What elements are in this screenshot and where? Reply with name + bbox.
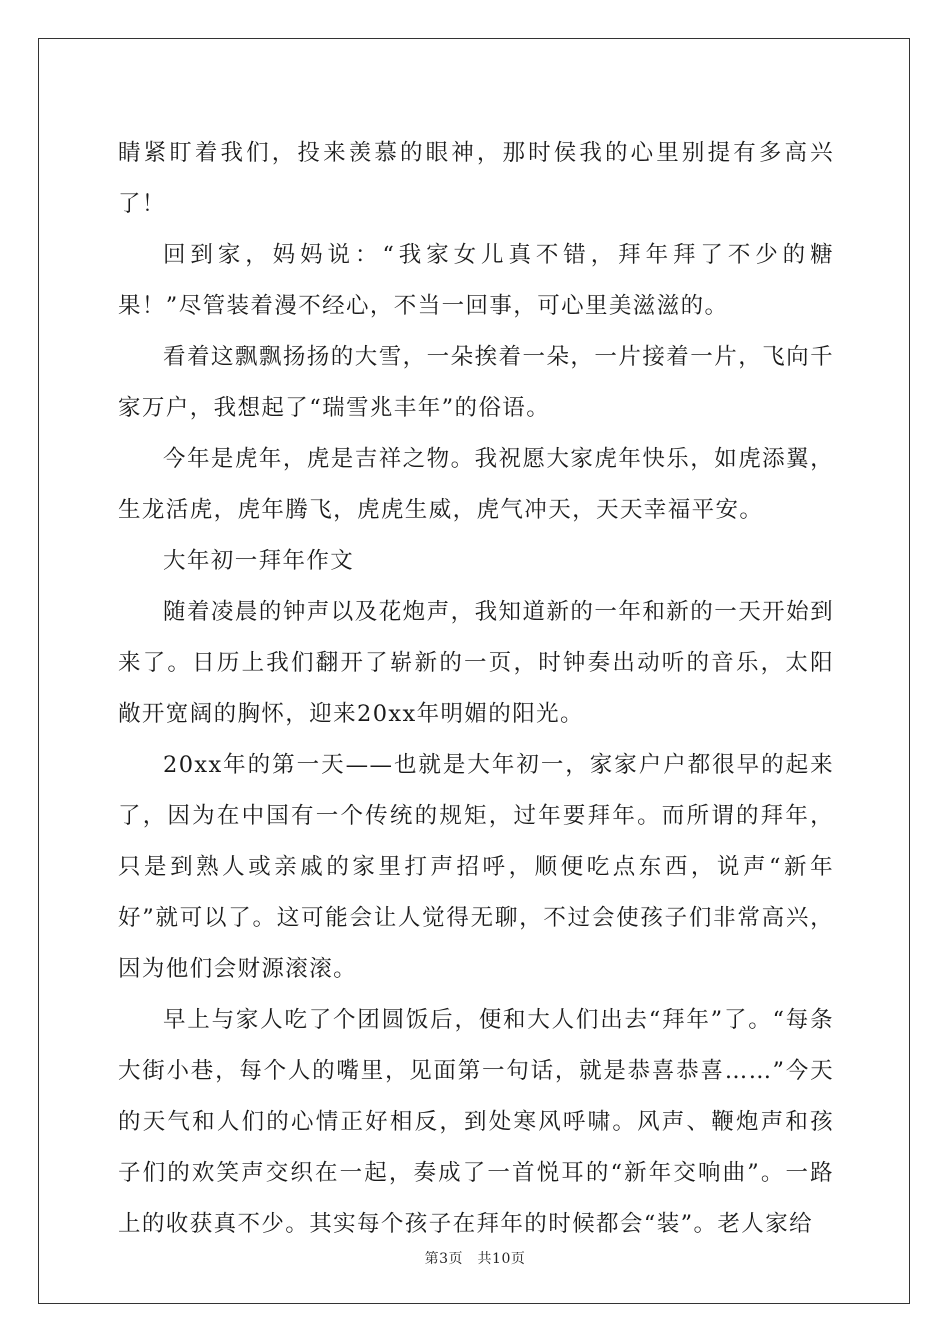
paragraph-5: 随着凌晨的钟声以及花炮声，我知道新的一年和新的一天开始到来了。日历上我们翻开了崭新的一页，时钟奏出动听的音乐，太阳敞开宽阔的胸怀，迎来20xx年明媚的阳光。 <box>118 599 834 727</box>
document-body <box>118 128 834 1250</box>
paragraph-2: 回到家，妈妈说：“我家女儿真不错，拜年拜了不少的糖果！”尽管装着漫不经心，不当一回事，可心里美滋滋的。 <box>118 242 834 319</box>
paragraph-7: 早上与家人吃了个团圆饭后，便和大人们出去“拜年”了。“每条大街小巷，每个人的嘴里，见面第一句话，就是恭喜恭喜……”今天的天气和人们的心情正好相反，到处寒风呼啸。风声、鞭炮声和孩子们的欢笑声交织在一起，奏成了一首悦耳的“新年交响曲”。一路上的收获真不少。其实每个孩子在拜年的时候都会“装”。老人家给 <box>118 1007 834 1237</box>
paragraph-1: 睛紧盯着我们，投来羡慕的眼神，那时侯我的心里别提有多高兴了！ <box>118 140 834 217</box>
paragraph-3: 看着这飘飘扬扬的大雪，一朵挨着一朵，一片接着一片，飞向千家万户，我想起了“瑞雪兆丰年”的俗语。 <box>118 344 834 421</box>
page-number: 第3页 共10页 <box>424 1251 526 1267</box>
paragraph-6: 20xx年的第一天——也就是大年初一，家家户户都很早的起来了，因为在中国有一个传统的规矩，过年要拜年。而所谓的拜年，只是到熟人或亲戚的家里打声招呼，顺便吃点东西，说声“新年好”就可以了。这可能会让人觉得无聊，不过会使孩子们非常高兴，因为他们会财源滚滚。 <box>118 752 834 982</box>
section-heading: 大年初一拜年作文 <box>163 548 355 574</box>
paragraph-4: 今年是虎年，虎是吉祥之物。我祝愿大家虎年快乐，如虎添翼，生龙活虎，虎年腾飞，虎虎生威，虎气冲天，天天幸福平安。 <box>118 446 834 523</box>
